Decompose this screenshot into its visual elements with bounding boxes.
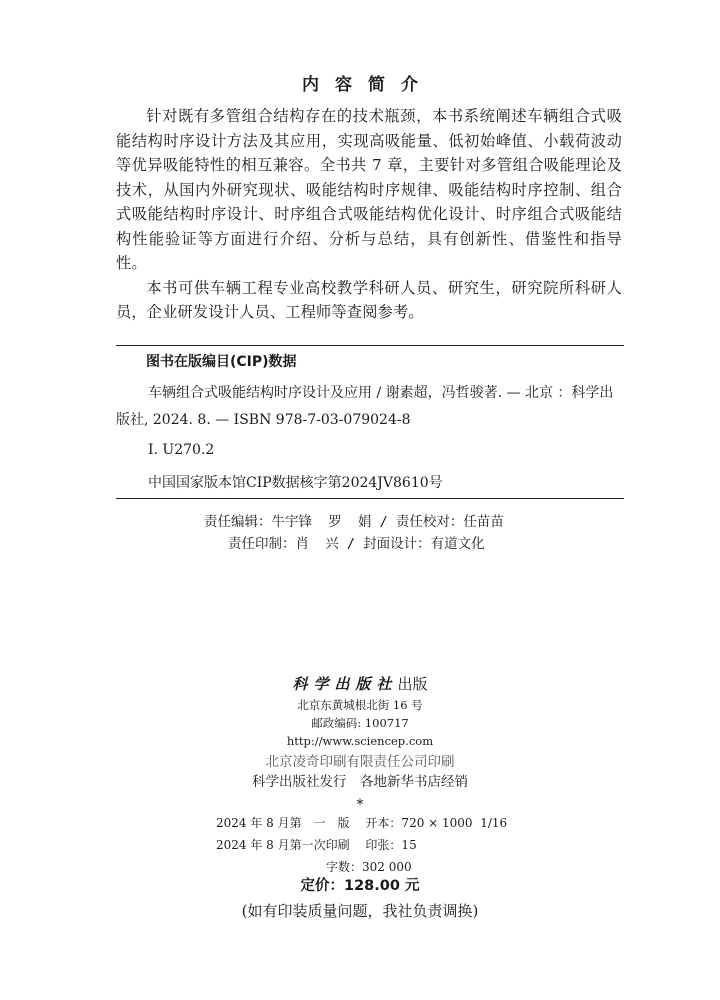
publisher-address: 北京东黄城根北街 16 号 [297,698,423,712]
summary-paragraph-1: 针对既有多管组合结构存在的技术瓶颈，本书系统阐述车辆组合式吸能结构时序设计方法及其应用，实现高吸能量、低初始峰值、小载荷波动等优异吸能特性的相互兼容。全书共 7 章，主要针对多管组合吸能理论及技术，从国内外研究现状、吸能结构时序规律、吸能结构时序控制、组合式吸能结构时序设计、时序组合式吸能结构优化设计、时序组合式吸能结构性能验证等方面进行介绍、分析与总结，具有创新性、借鉴性和指导性。 [116,107,622,272]
quality-notice: (如有印装质量问题，我社负责调换) [241,902,479,920]
printer-line: 北京凌奇印刷有限责任公司印刷 [265,754,455,770]
edition-line: 2024 年 8 月第 一 版 开本：720 × 1000 1/16 [216,816,508,830]
editor-credit-line: 责任编辑：牛宇锋 罗 娟 / 责任校对：任苗苗 [204,514,504,530]
cip-entry [116,380,624,434]
summary-body [116,104,622,325]
printing-line: 2024 年 8 月第一次印刷 印张：15 [216,838,417,852]
imprint-block [0,672,720,814]
publisher-postcode: 邮政编码: 100717 [311,716,409,730]
summary-title: 内容简介 [302,75,434,95]
separator-star: * [356,797,364,813]
edition-block [216,812,516,856]
publisher-line [0,672,720,696]
publisher-website: http://www.sciencep.com [286,734,434,748]
production-credit-line: 责任印制：肖 兴 / 封面设计：有道文化 [228,536,485,552]
publisher-logo-text: 科学出版社 [292,675,398,693]
cip-heading: 图书在版编目(CIP)数据 [146,354,297,370]
cip-entry-text: 车辆组合式吸能结构时序设计及应用 / 谢素超，冯哲骏著. — 北京 ：科学出版社, 2024. 8. — ISBN 978-7-03-079024-8 [116,385,614,428]
publisher-suffix: 出版 [397,675,428,693]
cip-block [116,345,624,499]
cip-classification: Ⅰ. U270.2 [148,442,215,458]
summary-paragraph-2: 本书可供车辆工程专业高校教学科研人员、研究生，研究院所科研人员，企业研发设计人员、工程师等查阅参考。 [116,278,622,321]
cip-record-number: 中国国家版本馆CIP数据核字第2024JV8610号 [148,475,443,491]
distributor-line: 科学出版社发行 各地新华书店经销 [252,774,468,790]
word-count: 字数：302 000 [326,860,412,874]
price: 定价：128.00 元 [300,878,420,894]
